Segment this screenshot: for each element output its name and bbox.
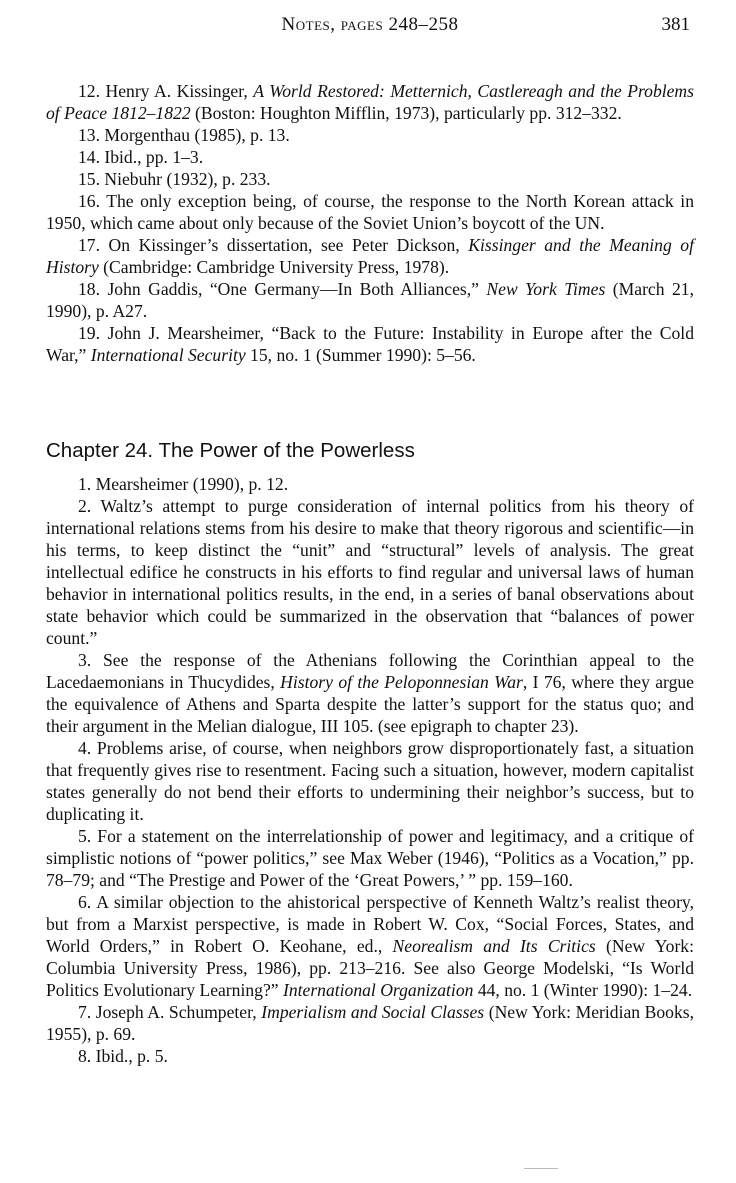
note-text: 7. Joseph A. Schumpeter, — [78, 1002, 262, 1022]
note-text: (Boston: Houghton Mifflin, 1973), particularly pp. 312–332. — [190, 103, 622, 123]
note-text: (March 21, 1990), p. A27. — [46, 279, 694, 321]
note-item — [46, 891, 694, 1001]
note-text: 3. See the response of the Athenians following the Corinthian appeal to the Lacedaemonians in Thucydides, — [46, 650, 694, 692]
note-item — [46, 278, 694, 322]
note-title-italic: Imperialism and Social Classes — [261, 1002, 485, 1022]
note-text: 16. The only exception being, of course, the response to the North Korean attack in 1950, which came about only because of the Soviet Union’s boycott of the UN. — [46, 191, 694, 233]
note-text: 12. Henry A. Kissinger, — [78, 81, 254, 101]
note-title-italic: New York Times — [486, 279, 606, 299]
note-text: 4. Problems arise, of course, when neighbors grow disproportionately fast, a situation that frequently gives rise to resentment. Facing such a situation, however, modern capitalist states generally do not bend their efforts to undermining their neighbor’s success, but to duplicating it. — [46, 738, 694, 824]
note-text: 44, no. 1 (Winter 1990): 1–24. — [473, 980, 693, 1000]
note-text: 17. On Kissinger’s dissertation, see Peter Dickson, — [78, 235, 469, 255]
note-title-italic: History of the Peloponnesian War — [280, 672, 523, 692]
note-text: 2. Waltz’s attempt to purge consideration of internal politics from his theory of international relations stems from his desire to make that theory rigorous and scientific—in his terms, to keep distinct the “unit” and “structural” levels of analysis. The great intellectual edifice he constructs in his efforts to find regular and universal laws of human behavior in international politics results, in the end, in a series of banal observations about state behavior which could be summarized in the observation that “balances of power count.” — [46, 496, 694, 648]
note-item — [46, 473, 694, 495]
notes-list-continued — [46, 80, 694, 366]
note-text: 18. John Gaddis, “One Germany—In Both Alliances,” — [78, 279, 487, 299]
note-text: , I 76, where they argue the equivalence of Athens and Sparta despite the latter’s support for the status quo; and their argument in the Melian dialogue, III 105. (see epigraph to chapter 23). — [46, 672, 694, 736]
note-text: (Cambridge: Cambridge University Press, 1978). — [98, 257, 450, 277]
note-title-italic: Kissinger and the Meaning of History — [46, 235, 694, 277]
note-item — [46, 80, 694, 124]
note-item — [46, 190, 694, 234]
note-item — [46, 168, 694, 190]
note-item — [46, 649, 694, 737]
note-item — [46, 495, 694, 649]
footer-rule — [524, 1168, 558, 1169]
page-number: 381 — [661, 14, 690, 35]
chapter-heading: Chapter 24. The Power of the Powerless — [46, 439, 415, 462]
note-text: 5. For a statement on the interrelationship of power and legitimacy, and a critique of simplistic notions of “power politics,” see Max Weber (1946), “Politics as a Vocation,” pp. 78–79; and “The Prestige and Power of the ‘Great Powers,’ ” pp. 159–160. — [46, 826, 694, 890]
note-item — [46, 124, 694, 146]
note-text: (New York: Meridian Books, 1955), p. 69. — [46, 1002, 694, 1044]
note-item — [46, 234, 694, 278]
note-item — [46, 146, 694, 168]
note-title-italic: A World Restored: Metternich, Castlereagh and the Problems of Peace 1812–1822 — [46, 81, 694, 123]
note-text: 14. Ibid., pp. 1–3. — [78, 147, 204, 167]
note-item — [46, 1045, 694, 1067]
note-text: 1. Mearsheimer (1990), p. 12. — [78, 474, 289, 494]
note-text: 13. Morgenthau (1985), p. 13. — [78, 125, 290, 145]
note-item — [46, 322, 694, 366]
note-item — [46, 1001, 694, 1045]
running-head: Notes, pages 248–258 — [281, 14, 459, 35]
note-text: (New York: Columbia University Press, 1986), pp. 213–216. See also George Modelski, “Is World Politics Evolutionary Learning?” — [46, 936, 694, 1000]
note-text: 6. A similar objection to the ahistorical perspective of Kenneth Waltz’s realist theory, but from a Marxist perspective, is made in Robert W. Cox, “Social Forces, States, and World Orders,” in Robert O. Keohane, ed., — [46, 892, 694, 956]
notes-list-chapter-24 — [46, 473, 694, 1067]
page-header — [46, 14, 694, 40]
note-title-italic: International Security — [90, 345, 246, 365]
note-text: 15. Niebuhr (1932), p. 233. — [78, 169, 271, 189]
note-text: 19. John J. Mearsheimer, “Back to the Future: Instability in Europe after the Cold War,” — [46, 323, 694, 365]
note-title-italic: Neorealism and Its Critics — [392, 936, 596, 956]
note-item — [46, 737, 694, 825]
note-text: 15, no. 1 (Summer 1990): 5–56. — [245, 345, 476, 365]
note-title-italic: International Organization — [282, 980, 474, 1000]
note-item — [46, 825, 694, 891]
note-text: 8. Ibid., p. 5. — [78, 1046, 168, 1066]
